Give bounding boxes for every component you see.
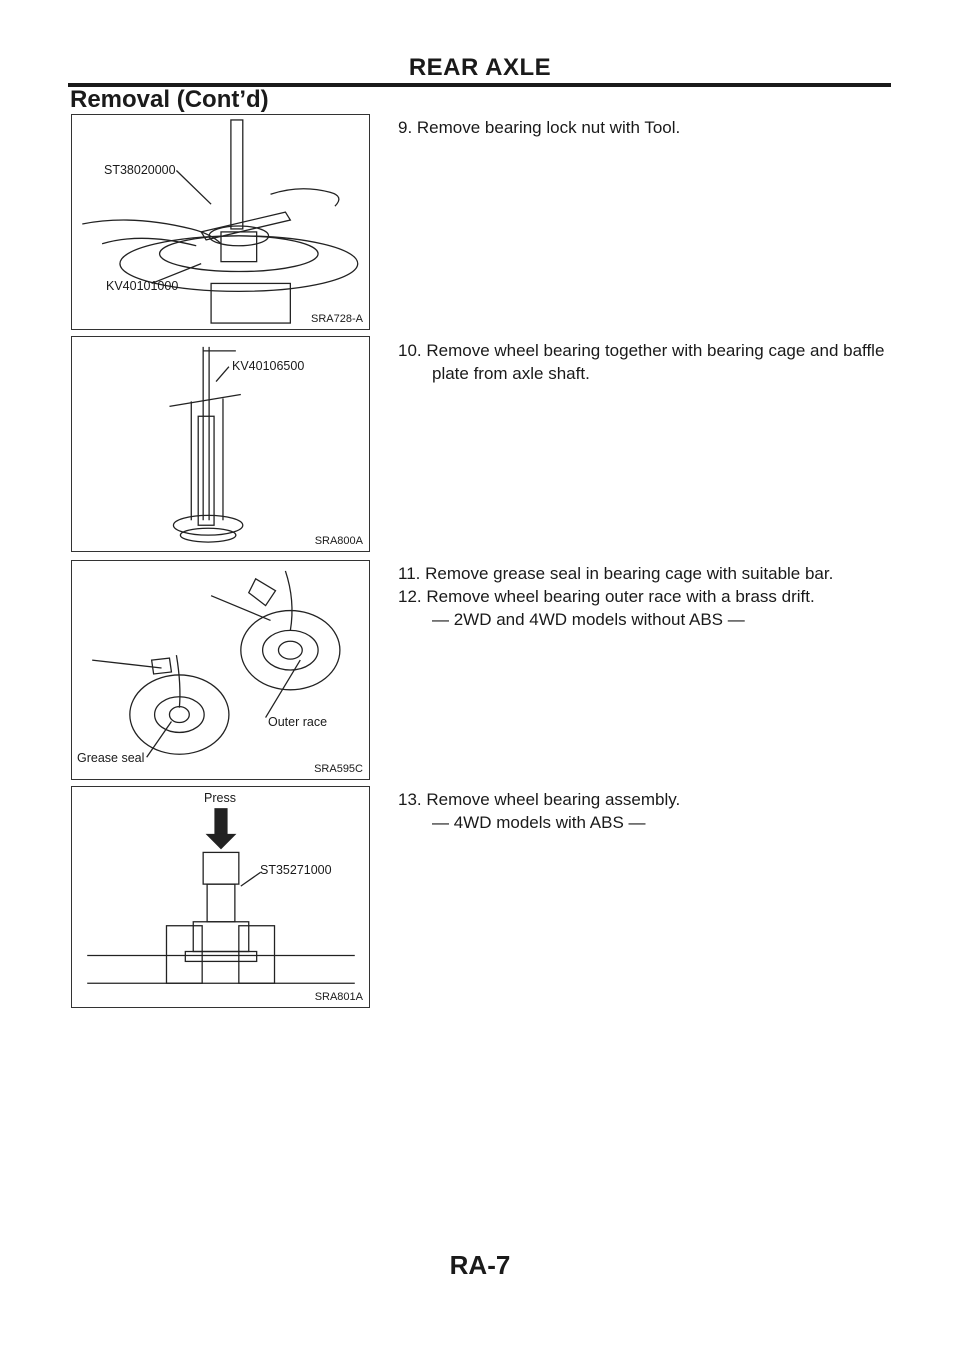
figure-id: SRA801A (314, 991, 363, 1003)
callout-outer-race: Outer race (268, 715, 328, 729)
figure-sra595c (71, 560, 370, 780)
step-10: 10. Remove wheel bearing together with bearing cage and baffle (398, 341, 885, 360)
figure-id: SRA728-A (311, 313, 363, 325)
grease-seal-removal-illustration (72, 561, 369, 779)
step-10-continued: plate from axle shaft. (432, 364, 590, 383)
callout-st38020000: ST38020000 (104, 163, 176, 177)
callout-kv40101000: KV40101000 (106, 279, 179, 293)
press-bearing-illustration (72, 787, 369, 1007)
figure-sra801a (71, 786, 370, 1008)
callout-grease-seal: Grease seal (77, 751, 145, 765)
step-13: 13. Remove wheel bearing assembly. (398, 790, 681, 809)
section-title: REAR AXLE (408, 54, 552, 81)
page-number: RA-7 (449, 1250, 511, 1280)
callout-press: Press (204, 791, 236, 805)
wheel-bearing-puller-illustration (72, 337, 369, 551)
step-12: 12. Remove wheel bearing outer race with a brass drift. (398, 587, 815, 606)
step-11: 11. Remove grease seal in bearing cage with suitable bar. (398, 564, 834, 583)
figure-sra800a (71, 336, 370, 552)
figure-id: SRA595C (314, 763, 363, 775)
step-12-note: — 2WD and 4WD models without ABS — (432, 610, 745, 629)
callout-kv40106500: KV40106500 (232, 359, 305, 373)
figure-id: SRA800A (314, 535, 363, 547)
page-subtitle: Removal (Cont’d) (70, 86, 269, 113)
step-9: 9. Remove bearing lock nut with Tool. (398, 118, 681, 137)
step-13-note: — 4WD models with ABS — (432, 813, 646, 832)
lock-nut-tool-illustration (72, 115, 369, 329)
callout-st35271000: ST35271000 (260, 863, 332, 877)
figure-sra728a (71, 114, 370, 330)
